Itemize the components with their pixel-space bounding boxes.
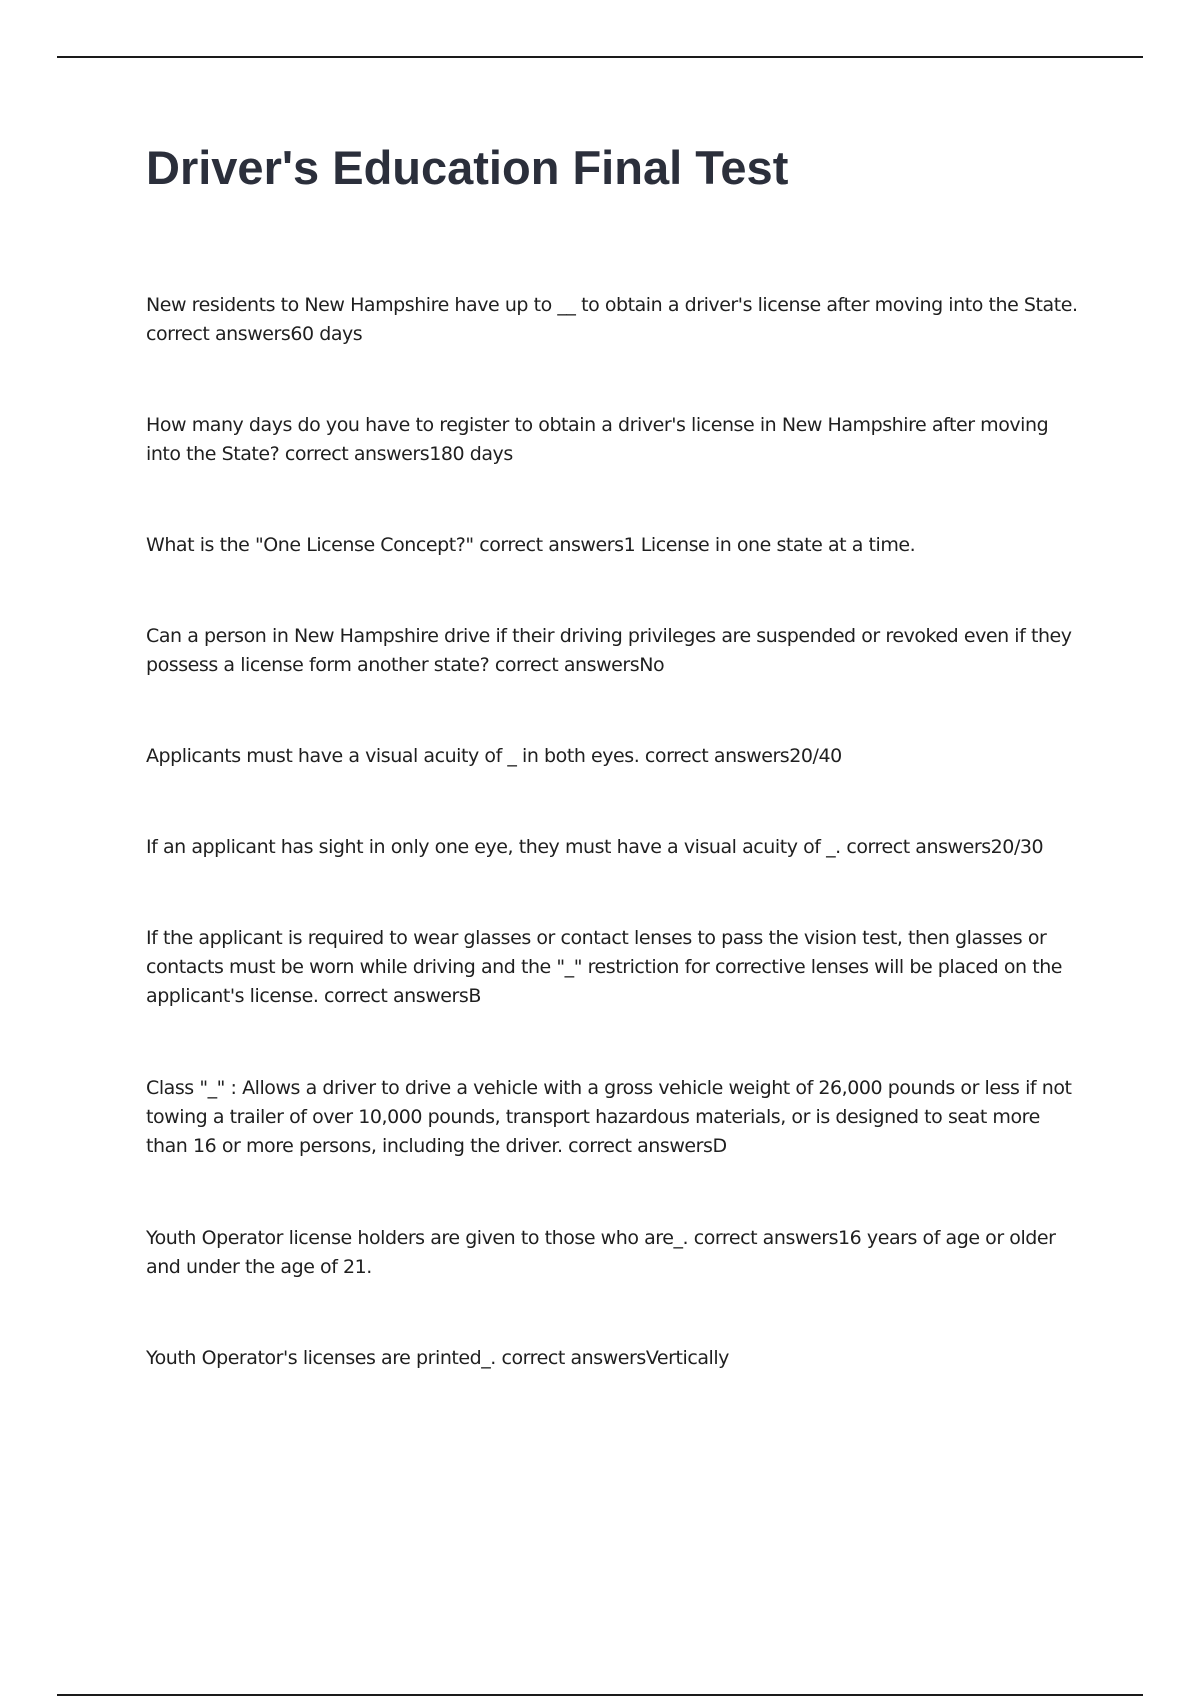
qa-item-8: Class "_" : Allows a driver to drive a vehicle with a gross vehicle weight of 26,000 pounds or less if not towing a trailer of over 10,000 pounds, transport hazardous materials, or is designed to seat more than 16 or more persons, including the driver. correct answersD: [146, 1077, 1072, 1157]
qa-item-1: New residents to New Hampshire have up to __ to obtain a driver's license after moving into the State. correct answers60 days: [146, 294, 1078, 345]
top-divider: [57, 56, 1143, 58]
qa-item-7: If the applicant is required to wear glasses or contact lenses to pass the vision test, then glasses or contacts must be worn while driving and the "_" restriction for corrective lenses will be placed on the applicant's license. correct answersB: [146, 927, 1063, 1007]
bottom-divider: [57, 1694, 1143, 1696]
qa-item-6: If an applicant has sight in only one eye, they must have a visual acuity of _. correct answers20/30: [146, 836, 1044, 858]
qa-item-3: What is the "One License Concept?" correct answers1 License in one state at a time.: [146, 534, 916, 556]
qa-item-5: Applicants must have a visual acuity of _ in both eyes. correct answers20/40: [146, 745, 842, 767]
qa-item-4: Can a person in New Hampshire drive if their driving privileges are suspended or revoked even if they possess a license form another state? correct answersNo: [146, 625, 1072, 676]
qa-item-2: How many days do you have to register to obtain a driver's license in New Hampshire after moving into the State? correct answers180 days: [146, 414, 1049, 465]
qa-item-10: Youth Operator's licenses are printed_. correct answersVertically: [146, 1347, 729, 1369]
document-title: Driver's Education Final Test: [146, 141, 789, 194]
qa-item-9: Youth Operator license holders are given to those who are_. correct answers16 years of age or older and under the age of 21.: [146, 1227, 1056, 1278]
